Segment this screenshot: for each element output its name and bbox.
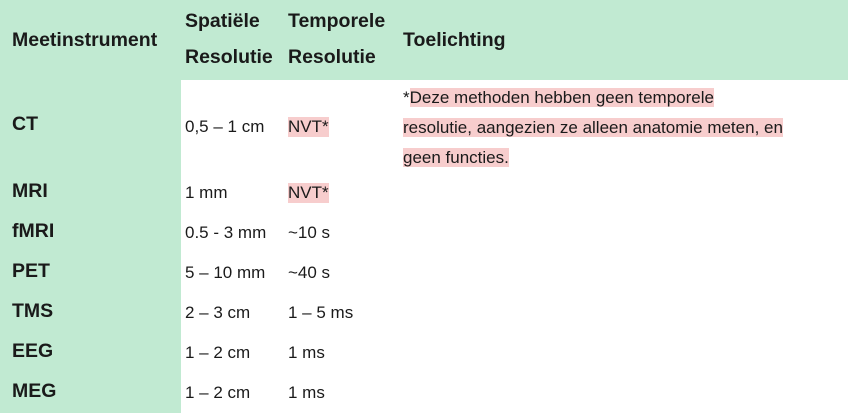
header-instrument: Meetinstrument: [12, 29, 158, 51]
header-temporal-line1: Temporele: [288, 10, 386, 32]
row-fmri-instrument: fMRI: [12, 220, 55, 242]
row-fmri-spatial: 0.5 - 3 mm: [185, 223, 267, 242]
header-spatial-line2: Resolutie: [185, 46, 273, 68]
row-ct-instrument: CT: [12, 113, 38, 135]
row-mri-instrument: MRI: [12, 180, 48, 202]
row-pet-spatial: 5 – 10 mm: [185, 263, 266, 282]
note-text: [403, 83, 843, 173]
row-ct-spatial: 0,5 – 1 cm: [185, 117, 265, 136]
row-meg-temporal: 1 ms: [288, 383, 325, 402]
row-eeg-spatial: 1 – 2 cm: [185, 343, 251, 362]
row-tms-spatial: 2 – 3 cm: [185, 303, 251, 322]
note-line1: Deze methoden hebben geen temporele: [409, 88, 714, 107]
row-pet-instrument: PET: [12, 260, 50, 282]
row-tms-instrument: TMS: [12, 300, 54, 322]
header-note: Toelichting: [403, 29, 506, 51]
header-spatial-line1: Spatiële: [185, 10, 260, 32]
row-ct-temporal: NVT*: [288, 117, 329, 136]
row-fmri-temporal: ~10 s: [288, 223, 331, 242]
row-mri-temporal: NVT*: [288, 183, 329, 202]
row-meg-spatial: 1 – 2 cm: [185, 383, 251, 402]
note-star: *: [403, 88, 410, 107]
row-mri-spatial: 1 mm: [185, 183, 228, 202]
row-tms-temporal: 1 – 5 ms: [288, 303, 354, 322]
header-temporal-line2: Resolutie: [288, 46, 376, 68]
row-meg-instrument: MEG: [12, 380, 57, 402]
row-eeg-instrument: EEG: [12, 340, 54, 362]
note-line2: resolutie, aangezien ze alleen anatomie meten, en: [403, 118, 783, 137]
row-pet-temporal: ~40 s: [288, 263, 331, 282]
row-eeg-temporal: 1 ms: [288, 343, 325, 362]
note-line3: geen functies.: [403, 148, 509, 167]
